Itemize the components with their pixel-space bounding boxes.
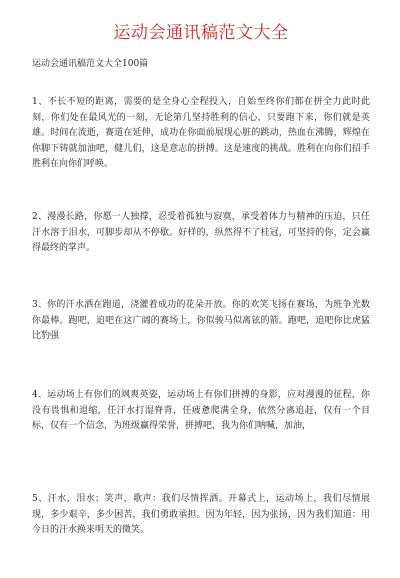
page-title: 运动会通讯稿范文大全 (113, 23, 289, 43)
paragraph-5: 5、汗水，泪水；笑声，歌声：我们尽情挥洒。开幕式上，运动场上，我们尽情展现，多少艰辛，多少困苦，我们勇敢承担。因为年轻，因为张扬，因为我们知道：用今日的汗水换来明天的微笑。 (32, 494, 370, 535)
paragraph-2: 2、漫漫长路，你愿一人独撑，忍受着孤独与寂寞，承受着体力与精神的压迫，只任汗水溶于泪水，可脚步却从不停歇。好样的，纵然得不了桂冠，可坚持的你，定会赢得最终的掌声。 (32, 212, 370, 253)
paragraph-4: 4、运动场上有你们的飒爽英姿，运动场上有你们拼搏的身影，应对漫漫的征程，你没有畏惧和退缩，任汗水打湿脊背，任疲惫爬满全身，依然分离追赶，仅有一个目标，仅有一个信念，为班级赢得荣誉，拼搏吧，我为你们呐喊，加油， (32, 390, 370, 431)
paragraph-3: 3、你的汗水洒在跑道，浇灌着成功的花朵开放。你的欢笑飞扬在赛场，为班争光数你最棒。跑吧，追吧在这广阔的赛场上，你似骏马似离铉的箭。跑吧，追吧你比虎猛比豹强 (32, 300, 370, 341)
document-subtitle: 运动会通讯稿范文大全100篇 (32, 59, 149, 69)
paragraph-1: 1、不长不短的距离，需要的是全身心全程投入，自始至终你们都在拼全力此时此刻，你们处在最风光的一刻，无论第几坚持胜利的信心，只要跑下来，你们就是英雄。时间在流逝，赛道在延伸，成功在你面前展现心脏的跳动，热血在沸腾，辉煌在你脚下铸就加油吧，健儿们，这是意志的拼搏。这是速度的挑战。胜利在向你们招手胜利在向你们呼唤。 (32, 97, 370, 169)
